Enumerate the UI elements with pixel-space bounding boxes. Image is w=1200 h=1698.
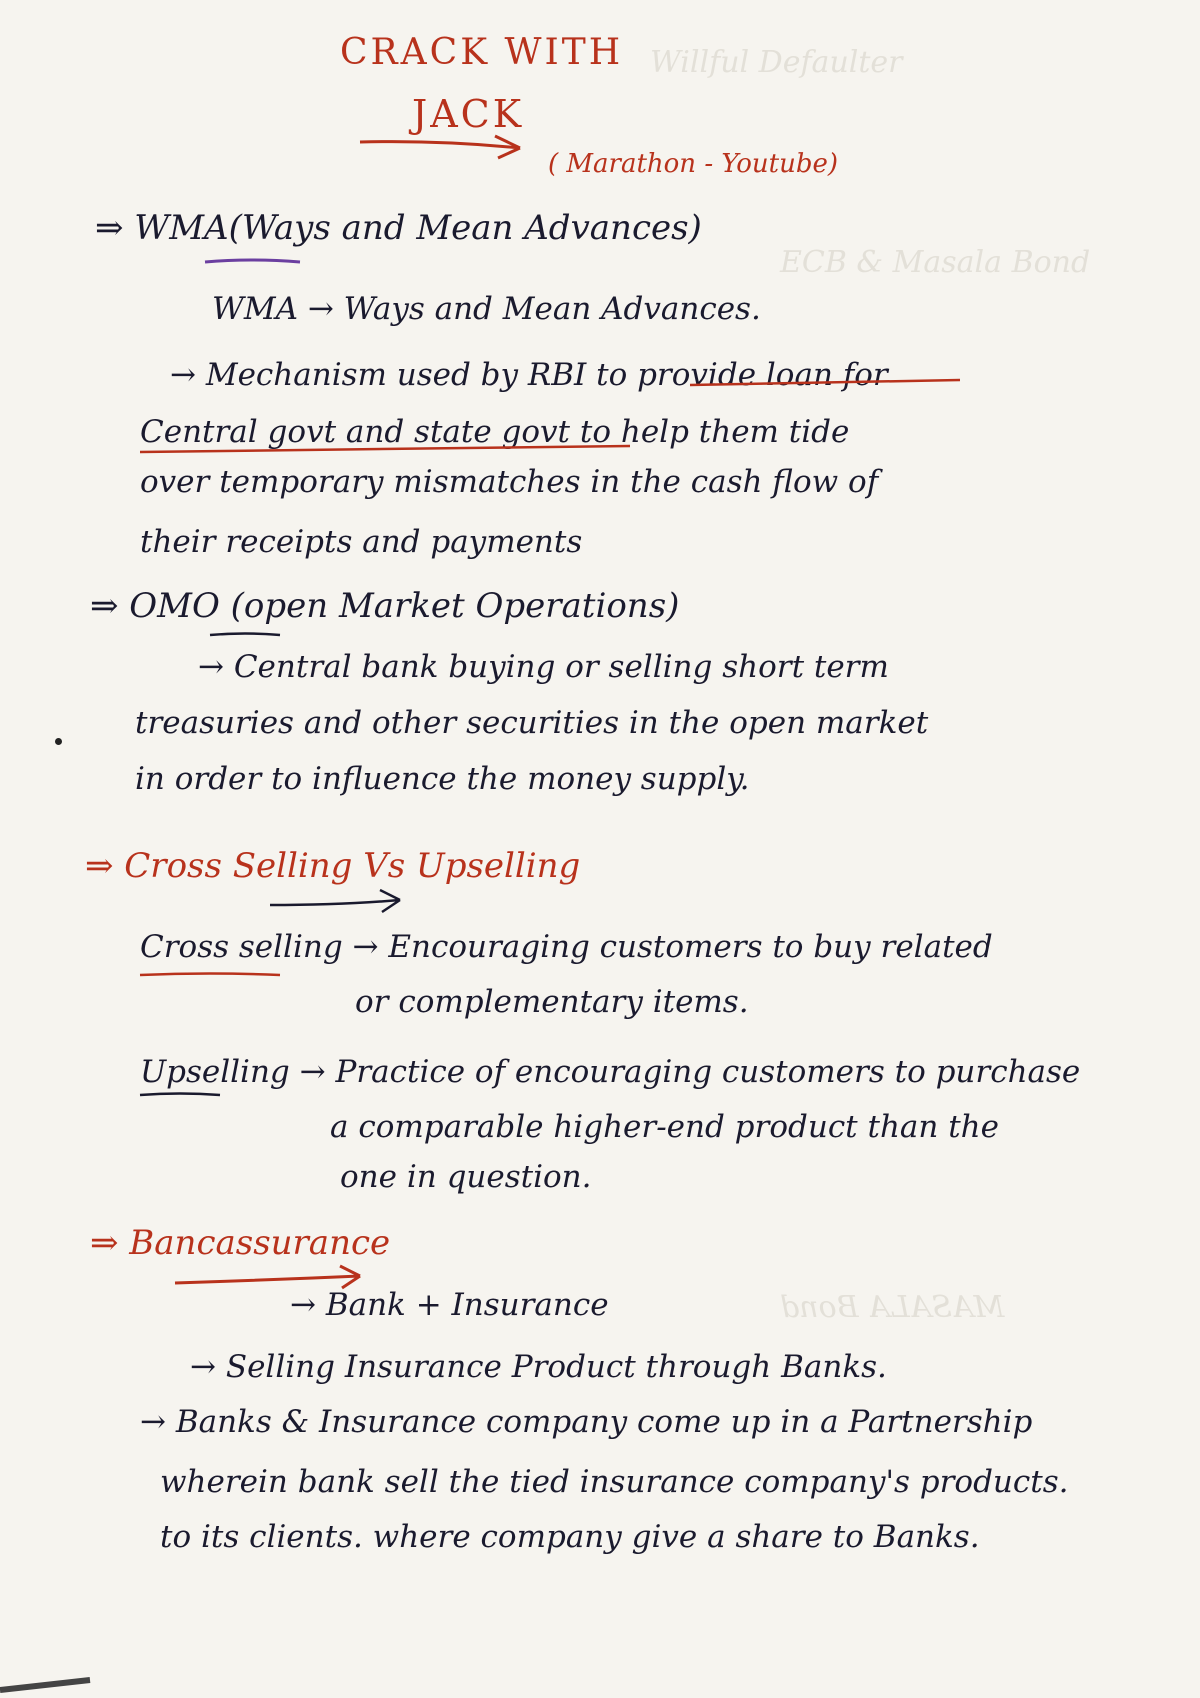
banc-line: → Selling Insurance Product through Banks. bbox=[190, 1349, 887, 1385]
wma-line: Central govt and state govt to help them tide bbox=[140, 414, 850, 450]
bleed-through-text: ECB & Masala Bond bbox=[780, 245, 1091, 280]
omo-line: treasuries and other securities in the open market bbox=[135, 705, 929, 741]
govt-underline bbox=[140, 446, 630, 452]
cross-line: Upselling → Practice of encouraging customers to purchase bbox=[140, 1054, 1081, 1090]
wma-underline bbox=[205, 260, 300, 262]
cross-heading: ⇒ Cross Selling Vs Upselling bbox=[85, 846, 581, 886]
omo-underline-arrow bbox=[210, 634, 280, 636]
banc-line: → Banks & Insurance company come up in a Partnership bbox=[140, 1404, 1033, 1440]
title-underline-arrow bbox=[360, 136, 520, 158]
cross-line: one in question. bbox=[340, 1159, 592, 1195]
page-title-line2: JACK bbox=[412, 92, 525, 136]
wma-subheading: WMA → Ways and Mean Advances. bbox=[212, 291, 761, 327]
banc-heading: ⇒ Bancassurance bbox=[90, 1223, 391, 1263]
provide-loan-underline bbox=[690, 380, 960, 385]
cross-line: or complementary items. bbox=[355, 984, 749, 1020]
banc-underline-arrow bbox=[175, 1266, 360, 1288]
omo-line: in order to influence the money supply. bbox=[135, 761, 750, 797]
page-title-line1: CRACK WITH bbox=[340, 32, 624, 73]
bleed-through-text: MASALA Bond bbox=[780, 1290, 1005, 1325]
banc-line: wherein bank sell the tied insurance company's products. bbox=[160, 1464, 1069, 1500]
wma-line: → Mechanism used by RBI to provide loan for bbox=[170, 357, 888, 393]
cross-selling-underline bbox=[140, 974, 280, 976]
bleed-through-text: Willful Defaulter bbox=[650, 45, 903, 80]
wma-line: their receipts and payments bbox=[140, 524, 583, 560]
cross-heading-arrow bbox=[270, 890, 400, 912]
cross-line: Cross selling → Encouraging customers to buy related bbox=[140, 929, 993, 965]
upselling-underline bbox=[140, 1094, 220, 1096]
wma-heading: ⇒ WMA(Ways and Mean Advances) bbox=[95, 208, 702, 248]
page-edge-shadow bbox=[0, 1680, 90, 1690]
banc-line: → Bank + Insurance bbox=[290, 1287, 609, 1323]
source-note: ( Marathon - Youtube) bbox=[548, 149, 839, 179]
omo-line: → Central bank buying or selling short term bbox=[198, 649, 889, 685]
banc-line: to its clients. where company give a share to Banks. bbox=[160, 1519, 980, 1555]
omo-heading: ⇒ OMO (open Market Operations) bbox=[90, 586, 680, 626]
cross-line: a comparable higher-end product than the bbox=[330, 1109, 999, 1145]
wma-line: over temporary mismatches in the cash flow of bbox=[140, 464, 879, 500]
